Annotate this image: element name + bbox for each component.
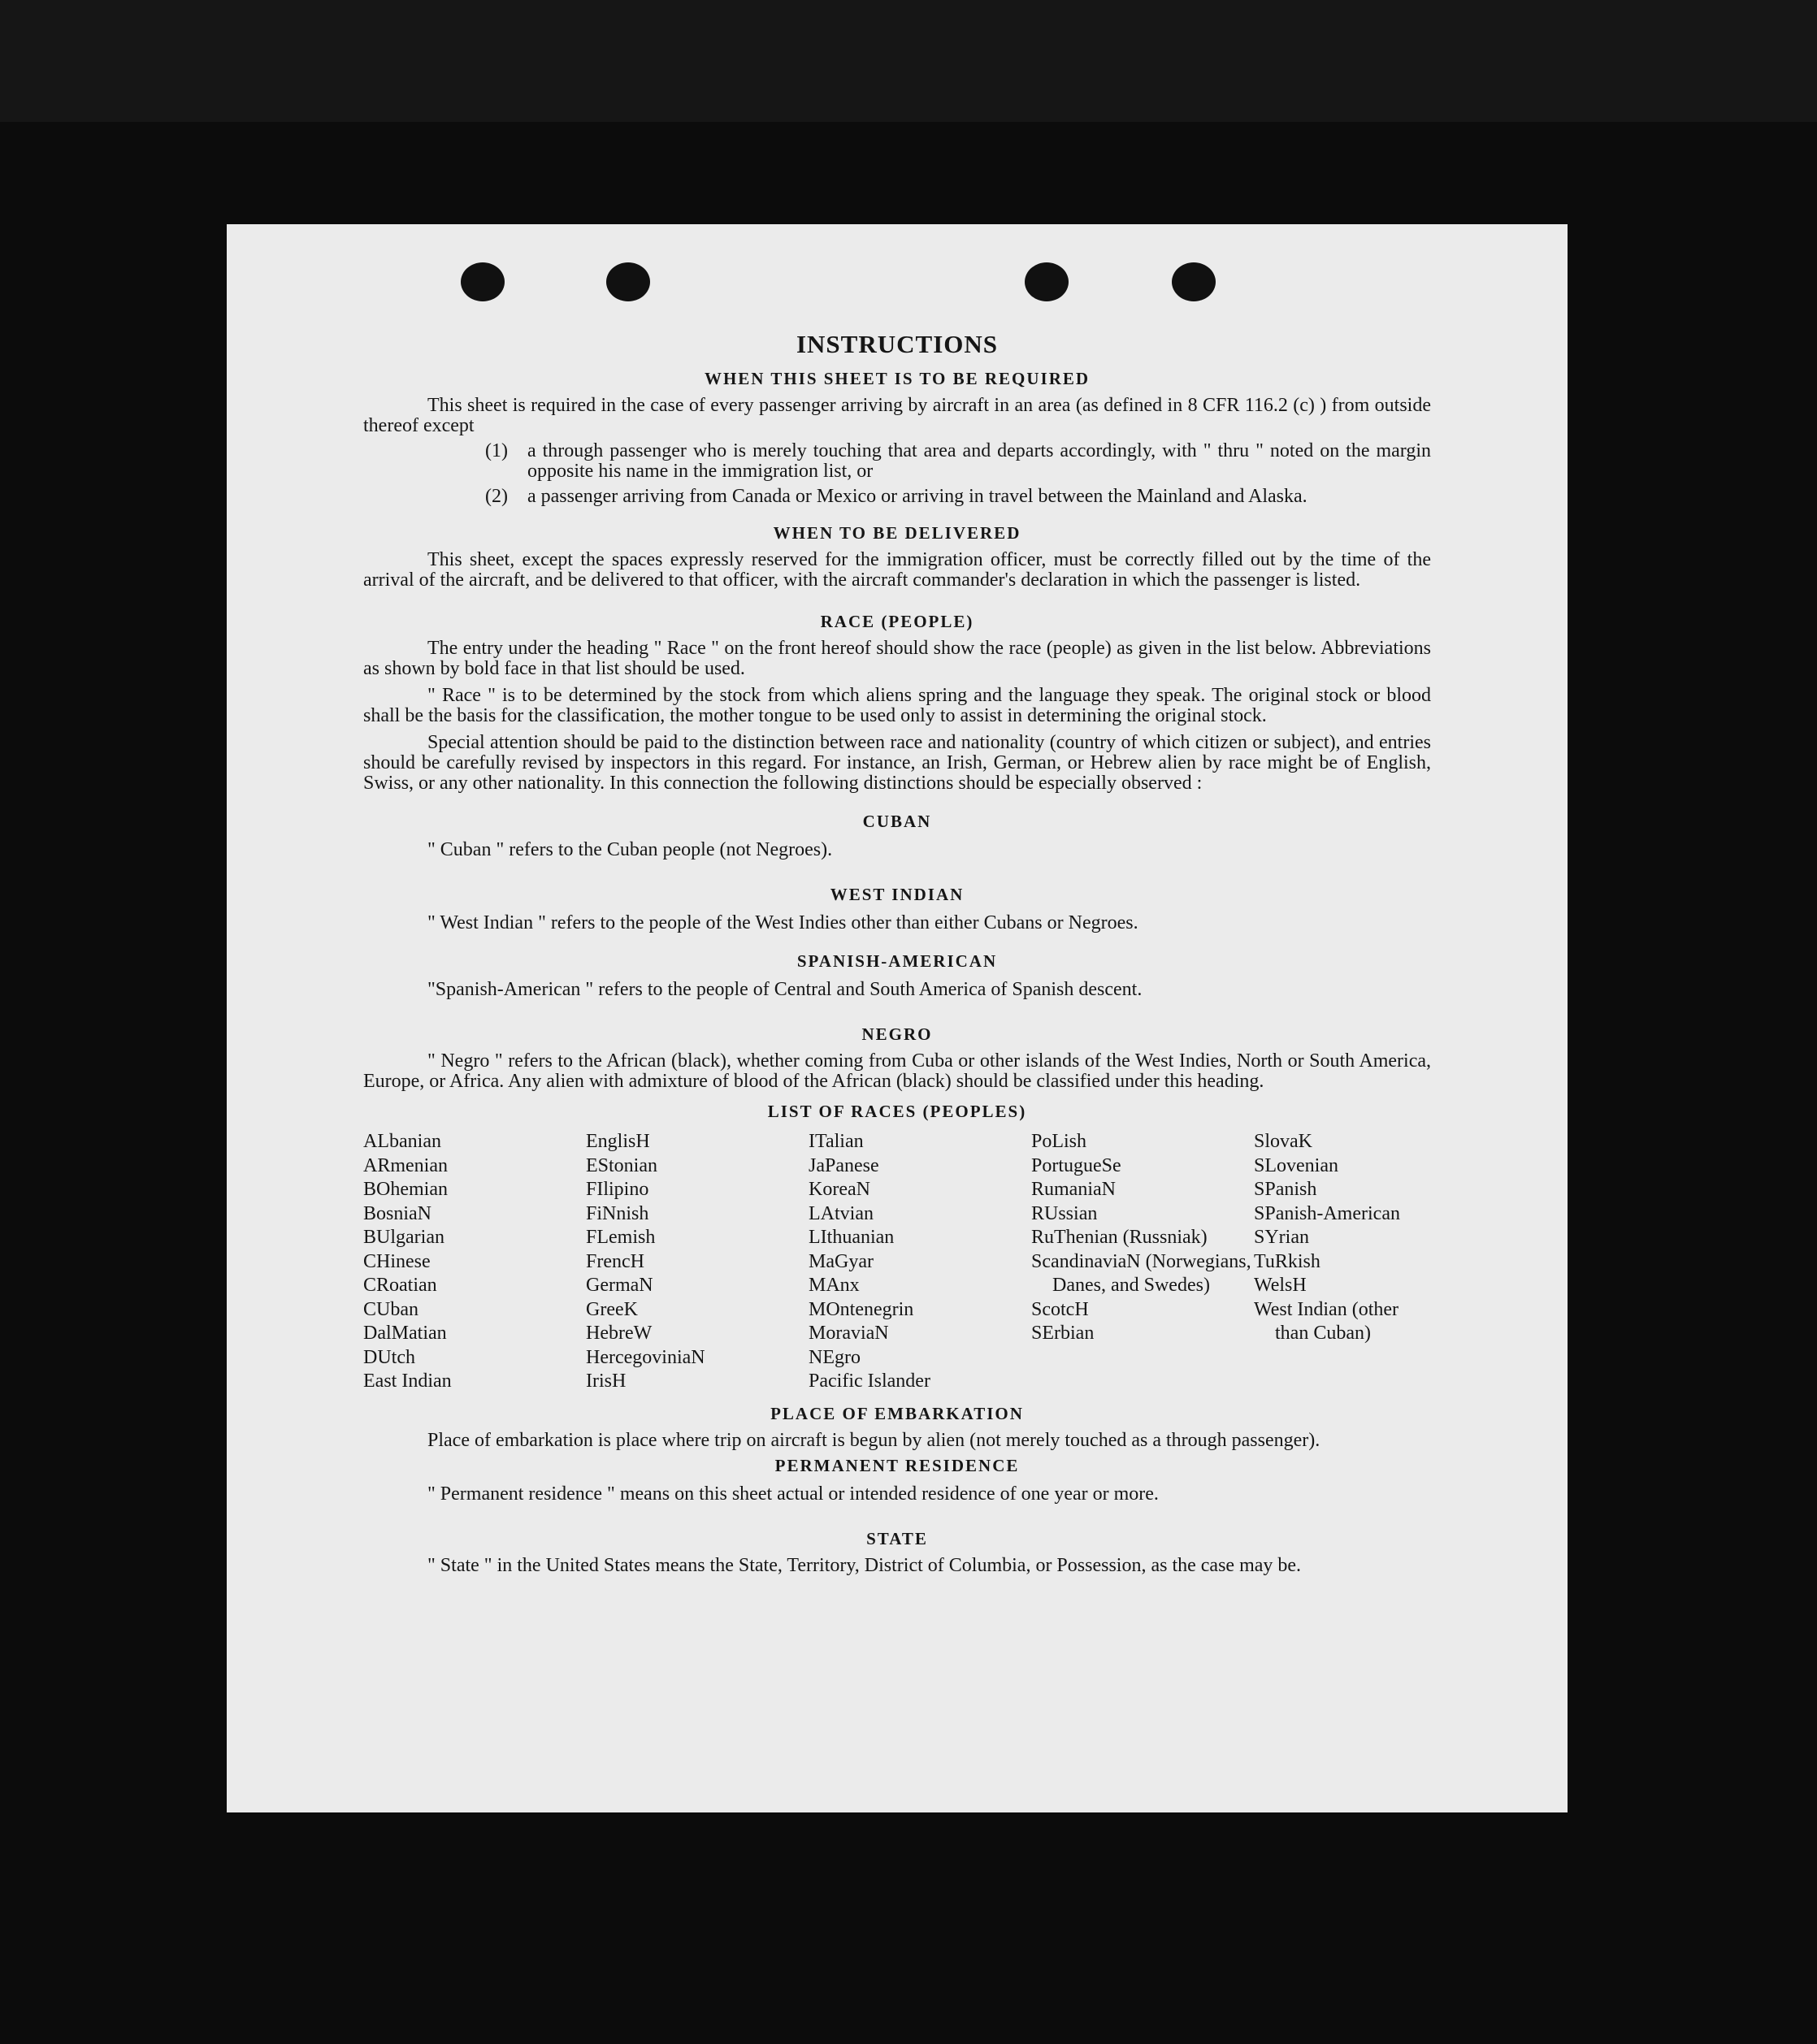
paragraph-negro: " Negro " refers to the African (black), whether coming from Cuba or other islands of the West Indies, North or South America, Europe, or Africa. Any alien with admixture of blood of the African (black) should be classified under this heading. bbox=[363, 1050, 1431, 1092]
race-entry: JaPanese bbox=[809, 1154, 879, 1176]
race-entry: ScotcH bbox=[1031, 1298, 1089, 1320]
scan-border bbox=[0, 0, 1817, 122]
heading-permanent-residence: PERMANENT RESIDENCE bbox=[774, 1455, 1020, 1475]
race-entry: PortugueSe bbox=[1031, 1154, 1121, 1176]
race-entry: EnglisH bbox=[586, 1131, 650, 1152]
race-entry: BOhemian bbox=[363, 1179, 448, 1200]
list-item bbox=[485, 487, 1431, 507]
race-entry: SlovaK bbox=[1254, 1131, 1312, 1152]
paragraph-when-required: This sheet is required in the case of every passenger arriving by aircraft in an area (as defined in 8 CFR 116.2 (c) ) from outside thereof except bbox=[363, 395, 1431, 436]
race-entry: BUlgarian bbox=[363, 1227, 444, 1248]
race-entry: IrisH bbox=[586, 1371, 627, 1392]
races-column bbox=[586, 1130, 809, 1394]
race-entry: WelsH bbox=[1254, 1275, 1307, 1296]
race-entry: ITalian bbox=[809, 1131, 864, 1152]
race-entry: ALbanian bbox=[363, 1131, 441, 1152]
race-entry: RuThenian (Russniak) bbox=[1031, 1227, 1208, 1248]
heading-negro: NEGRO bbox=[861, 1024, 933, 1044]
list-number: (2) bbox=[485, 486, 508, 507]
instructions-content bbox=[363, 330, 1431, 1576]
race-entry: KoreaN bbox=[809, 1179, 870, 1200]
race-entry: DUtch bbox=[363, 1346, 415, 1368]
race-entry: SPanish-American bbox=[1254, 1202, 1400, 1224]
race-entry: FrencH bbox=[586, 1250, 644, 1272]
race-entry: MaGyar bbox=[809, 1250, 874, 1272]
race-entry: MAnx bbox=[809, 1275, 860, 1296]
heading-spanish-american: SPANISH-AMERICAN bbox=[796, 951, 998, 971]
race-entry: FLemish bbox=[586, 1227, 656, 1248]
race-entry: BosniaN bbox=[363, 1202, 431, 1224]
race-entry: SPanish bbox=[1254, 1179, 1317, 1200]
race-entry: GermaN bbox=[586, 1275, 653, 1296]
heading-list-of-races: LIST OF RACES (PEOPLES) bbox=[767, 1102, 1027, 1121]
race-entry: Pacific Islander bbox=[809, 1371, 930, 1392]
race-entry: East Indian bbox=[363, 1371, 452, 1392]
heading-west-indian: WEST INDIAN bbox=[830, 885, 965, 904]
paragraph-race-2: " Race " is to be determined by the stock from which aliens spring and the language they speak. The original stock or blood shall be the basis for the classification, the mother tongue to be used only to assist in determining the original stock. bbox=[363, 685, 1431, 726]
race-entry: SErbian bbox=[1031, 1323, 1095, 1344]
race-entry: LAtvian bbox=[809, 1202, 874, 1224]
races-column bbox=[1254, 1130, 1431, 1394]
list-item bbox=[485, 441, 1431, 482]
races-column bbox=[363, 1130, 586, 1394]
race-entry: FiNnish bbox=[586, 1202, 649, 1224]
race-entry: DalMatian bbox=[363, 1323, 447, 1344]
race-entry: TuRkish bbox=[1254, 1250, 1320, 1272]
paragraph-west-indian: " West Indian " refers to the people of the West Indies other than either Cubans or Negroes. bbox=[427, 912, 1138, 933]
paragraph-when-delivered: This sheet, except the spaces expressly reserved for the immigration officer, must be correctly filled out by the time of the arrival of the aircraft, and be delivered to that officer, with the aircraft commander's declaration in which the passenger is listed. bbox=[363, 549, 1431, 591]
race-entry: CHinese bbox=[363, 1250, 431, 1272]
races-column bbox=[809, 1130, 1031, 1394]
heading-when-delivered: WHEN TO BE DELIVERED bbox=[773, 523, 1021, 543]
heading-cuban: CUBAN bbox=[862, 812, 932, 831]
punch-hole bbox=[1025, 262, 1069, 301]
heading-state: STATE bbox=[866, 1528, 928, 1548]
race-entry: SYrian bbox=[1254, 1227, 1309, 1248]
race-entry: RUssian bbox=[1031, 1202, 1098, 1224]
race-entry: CUban bbox=[363, 1298, 418, 1320]
page-title: INSTRUCTIONS bbox=[796, 330, 998, 358]
race-entry: ScandinaviaN (Norwegians, Danes, and Swedes) bbox=[1031, 1250, 1251, 1296]
race-entry: ARmenian bbox=[363, 1154, 448, 1176]
race-entry: SLovenian bbox=[1254, 1154, 1338, 1176]
races-list bbox=[363, 1130, 1431, 1394]
race-entry: EStonian bbox=[586, 1154, 657, 1176]
race-entry: GreeK bbox=[586, 1298, 638, 1320]
race-entry: LIthuanian bbox=[809, 1227, 895, 1248]
race-entry: NEgro bbox=[809, 1346, 861, 1368]
list-text: a passenger arriving from Canada or Mexico or arriving in travel between the Mainland and Alaska. bbox=[527, 486, 1307, 507]
paragraph-race-1: The entry under the heading " Race " on the front hereof should show the race (people) as given in the list below. Abbreviations as shown by bold face in that list should be used. bbox=[363, 638, 1431, 679]
heading-embarkation: PLACE OF EMBARKATION bbox=[770, 1403, 1024, 1423]
list-number: (1) bbox=[485, 440, 508, 461]
punch-hole bbox=[461, 262, 505, 301]
heading-when-required: WHEN THIS SHEET IS TO BE REQUIRED bbox=[704, 369, 1091, 388]
punch-hole bbox=[606, 262, 650, 301]
race-entry: CRoatian bbox=[363, 1275, 437, 1296]
paragraph-cuban: " Cuban " refers to the Cuban people (not Negroes). bbox=[427, 839, 833, 860]
document-page bbox=[227, 224, 1568, 1812]
heading-race: RACE (PEOPLE) bbox=[820, 612, 974, 631]
race-entry: West Indian (other than Cuban) bbox=[1254, 1298, 1399, 1344]
paragraph-state: " State " in the United States means the State, Territory, District of Columbia, or Possession, as the case may be. bbox=[427, 1554, 1302, 1576]
paragraph-race-3: Special attention should be paid to the distinction between race and nationality (country of which citizen or subject), and entries should be carefully revised by inspectors in this regard. For instance, an Irish, German, or Hebrew alien by race might be of English, Swiss, or any other nationality. In this connection the following distinctions should be especially observed : bbox=[363, 732, 1431, 794]
paragraph-permanent-residence: " Permanent residence " means on this sheet actual or intended residence of one year or more. bbox=[427, 1483, 1159, 1505]
race-entry: HebreW bbox=[586, 1323, 653, 1344]
list-text: a through passenger who is merely touching that area and departs accordingly, with " thru " noted on the margin opposite his name in the immigration list, or bbox=[527, 440, 1431, 482]
paragraph-embarkation: Place of embarkation is place where trip on aircraft is begun by alien (not merely touched as a through passenger). bbox=[427, 1429, 1320, 1451]
punch-hole bbox=[1172, 262, 1216, 301]
race-entry: PoLish bbox=[1031, 1131, 1087, 1152]
race-entry: FIlipino bbox=[586, 1179, 649, 1200]
race-entry: RumaniaN bbox=[1031, 1179, 1116, 1200]
race-entry: MoraviaN bbox=[809, 1323, 889, 1344]
race-entry: HercegoviniaN bbox=[586, 1346, 705, 1368]
paragraph-spanish-american: "Spanish-American " refers to the people of Central and South America of Spanish descent. bbox=[427, 979, 1143, 1000]
races-column bbox=[1031, 1130, 1254, 1394]
race-entry: MOntenegrin bbox=[809, 1298, 914, 1320]
